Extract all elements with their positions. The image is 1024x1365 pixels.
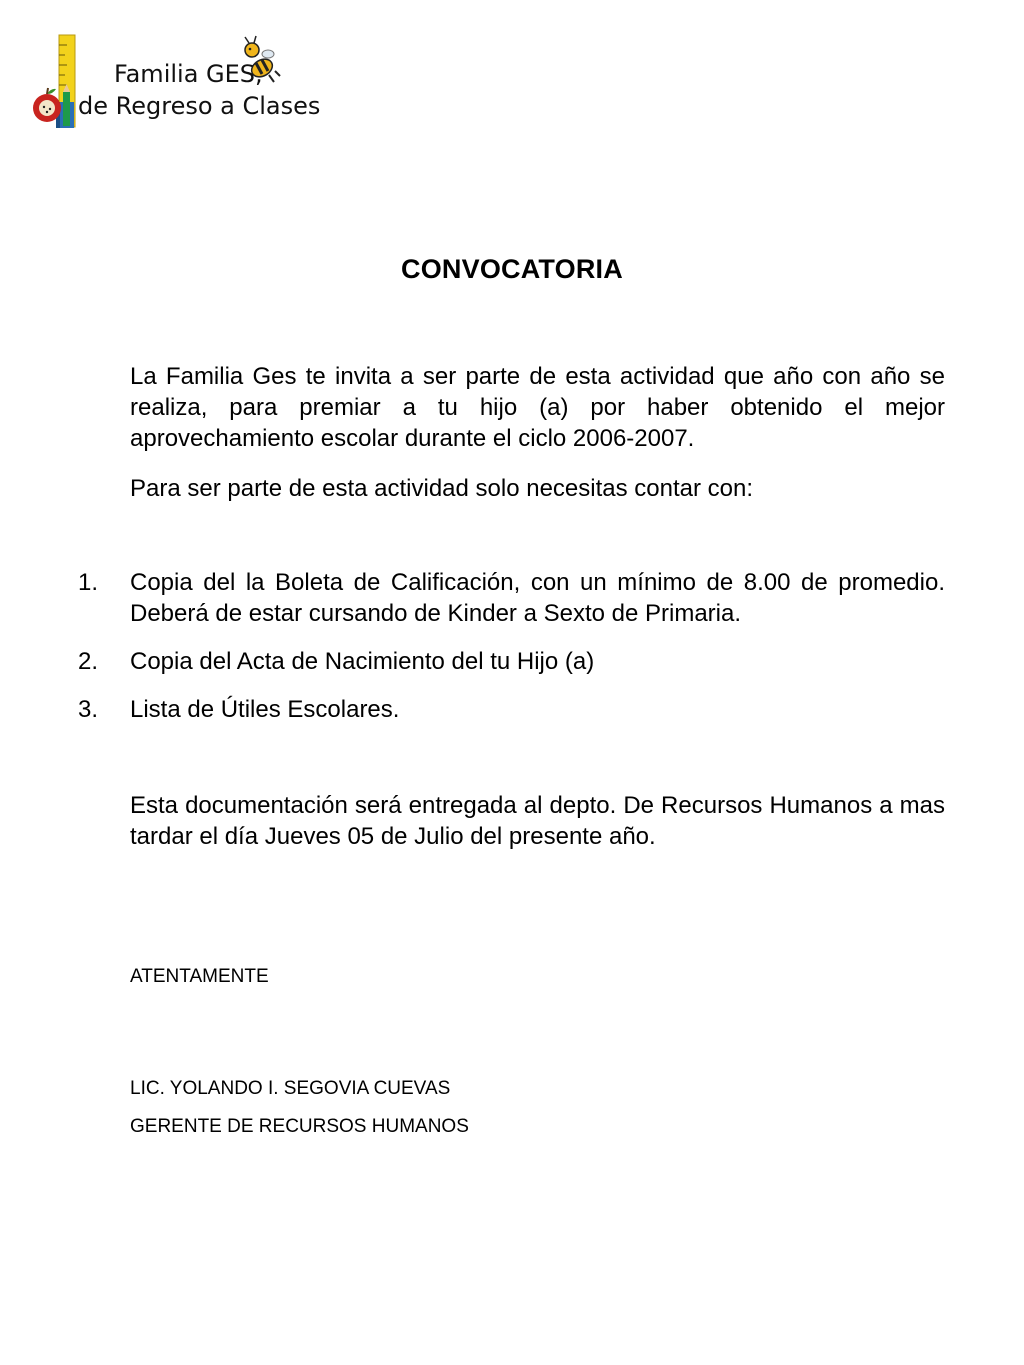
requirement-number: 1.: [78, 569, 99, 596]
document-title: CONVOCATORIA: [401, 254, 623, 284]
signer-name: LIC. YOLANDO I. SEGOVIA CUEVAS: [130, 1078, 451, 1099]
logo-text-line2: de Regreso a Clases: [78, 92, 321, 120]
requirements-intro: Para ser parte de esta actividad solo necesitas contar con:: [130, 475, 754, 502]
logo: [30, 30, 321, 135]
pencil-icon: [63, 84, 70, 126]
logo-text-line1: Familia GES,: [114, 60, 263, 88]
requirement-number: 3.: [78, 696, 99, 723]
delivery-paragraph: Esta documentación será entregada al depto. De Recursos Humanos a mas tardar el día Jueves 05 de Julio del presente año.: [130, 792, 945, 850]
requirement-item-1: [78, 567, 945, 629]
signer-title: GERENTE DE RECURSOS HUMANOS: [130, 1116, 469, 1137]
requirement-item-3: [78, 694, 945, 725]
closing-text: ATENTAMENTE: [130, 966, 269, 987]
requirement-text: Copia del la Boleta de Calificación, con un mínimo de 8.00 de promedio. Deberá de estar cursando de Kinder a Sexto de Primaria.: [130, 569, 945, 627]
requirement-text: Copia del Acta de Nacimiento del tu Hijo (a): [130, 648, 595, 675]
requirement-number: 2.: [78, 648, 99, 675]
requirement-item-2: [78, 646, 945, 677]
requirement-text: Lista de Útiles Escolares.: [130, 696, 400, 723]
intro-paragraph: La Familia Ges te invita a ser parte de esta actividad que año con año se realiza, para premiar a tu hijo (a) por haber obtenido el mejor aprovechamiento escolar durante el ciclo 2006-2007.: [130, 363, 945, 452]
apple-icon: [33, 88, 61, 122]
